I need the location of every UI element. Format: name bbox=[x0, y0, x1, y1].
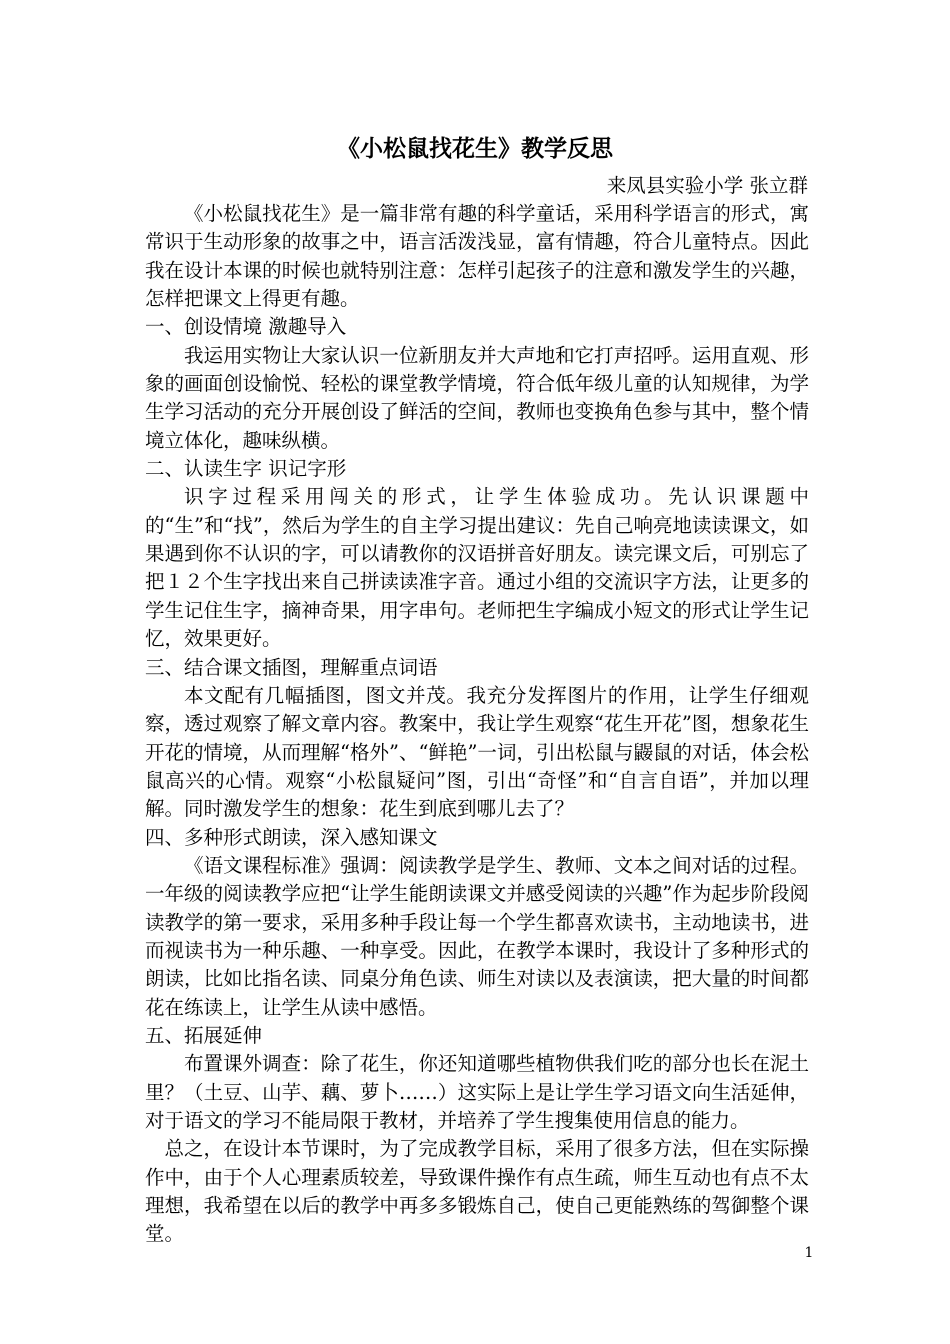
section-heading-2: 二、认读生字 识记字形 bbox=[145, 457, 347, 481]
section-paragraph-1: 我运用实物让大家认识一位新朋友并大声地和它打声招呼。运用直观、形象的画面创设愉悦、轻松的课堂教学情境，符合低年级儿童的认知规律，为学生学习活动的充分开展创设了鲜活的空间，教师也变换角色参与其中，整个情境立体化，趣味纵横。 bbox=[145, 343, 809, 452]
section-heading-3: 三、结合课文插图，理解重点词语 bbox=[145, 655, 438, 679]
section-paragraph-4: 《语文课程标准》强调：阅读教学是学生、教师、文本之间对话的过程。一年级的阅读教学应把“让学生能朗读课文并感受阅读的兴趣”作为起步阶段阅读教学的第一要求，采用多种手段让每一个学生都喜欢读书，主动地读书，进而视读书为一种乐趣、一种享受。因此，在教学本课时，我设计了多种形式的朗读，比如比指名读、同桌分角色读、师生对读以及表演读，把大量的时间都花在练读上，让学生从读中感悟。 bbox=[145, 853, 809, 1019]
section-paragraph-2: 识字过程采用闯关的形式，让学生体验成功。先认识课题中的“生”和“找”，然后为学生的自主学习提出建议：先自己响亮地读读课文，如果遇到你不认识的字，可以请教你的汉语拼音好朋友。读完课文后，可别忘了把１２个生字找出来自己拼读读准字音。通过小组的交流识字方法，让更多的学生记住生字，摘神奇果，用字串句。老师把生字编成小短文的形式让学生记忆，效果更好。 bbox=[145, 485, 809, 651]
section-heading-4: 四、多种形式朗读，深入感知课文 bbox=[145, 825, 438, 849]
section-heading-1: 一、创设情境 激趣导入 bbox=[145, 315, 347, 339]
document-body bbox=[145, 200, 809, 1249]
section-paragraph-5: 布置课外调查：除了花生，你还知道哪些植物供我们吃的部分也长在泥土里？（土豆、山芋、藕、萝卜……）这实际上是让学生学习语文向生活延伸，对于语文的学习不能局限于教材，并培养了学生搜集使用信息的能力。 bbox=[145, 1052, 809, 1132]
author-line: 来凤县实验小学 张立群 bbox=[606, 174, 808, 197]
section-paragraph-3: 本文配有几幅插图，图文并茂。我充分发挥图片的作用，让学生仔细观察，透过观察了解文章内容。教案中，我让学生观察“花生开花”图，想象花生开花的情境，从而理解“格外”、“鲜艳”一词，引出松鼠与鼹鼠的对话，体会松鼠高兴的心情。观察“小松鼠疑问”图，引出“奇怪”和“自言自语”，并加以理解。同时激发学生的想象：花生到底到哪儿去了？ bbox=[145, 683, 809, 821]
summary-paragraph: 总之，在设计本节课时，为了完成教学目标，采用了很多方法，但在实际操作中，由于个人心理素质较差，导致课件操作有点生疏，师生互动也有点不太理想，我希望在以后的教学中再多多锻炼自己，使自己更能熟练的驾御整个课堂。 bbox=[145, 1137, 809, 1246]
section-heading-5: 五、拓展延伸 bbox=[145, 1023, 263, 1047]
page-number: 1 bbox=[804, 1245, 814, 1261]
document-title: 《小松鼠找花生》教学反思 bbox=[337, 136, 613, 162]
intro-paragraph: 《小松鼠找花生》是一篇非常有趣的科学童话，采用科学语言的形式，寓常识于生动形象的故事之中，语言活泼浅显，富有情趣，符合儿童特点。因此我在设计本课的时候也就特别注意：怎样引起孩子的注意和激发学生的兴趣，怎样把课文上得更有趣。 bbox=[145, 202, 809, 311]
